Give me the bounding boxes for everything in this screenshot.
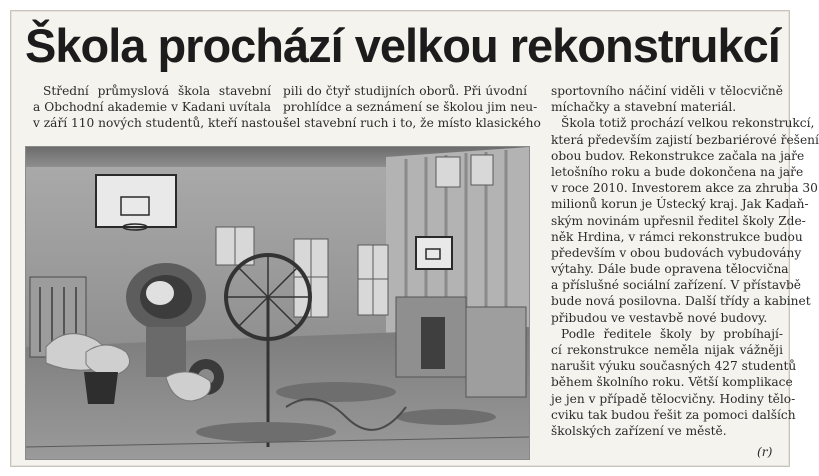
text-line: především v obou budovách vybudovány [551, 245, 802, 260]
text-line: a příslušné sociální zařízení. V přístavbě [551, 278, 802, 293]
text-column-2 [283, 83, 541, 132]
text-line: v roce 2010. Investorem akce za zhruba 30 [551, 181, 818, 196]
text-line: něk Hrdina, v rámci rekonstrukce budou [551, 229, 803, 244]
author-signature: (r) [757, 445, 773, 459]
text-line: pili do čtyř studijních oborů. Při úvodní [283, 84, 527, 98]
text-line: narušit výuku současných 427 studentů [551, 359, 797, 374]
text-line: je jen v případě tělocvičny. Hodiny tělo- [551, 391, 796, 406]
text-line: výtahy. Dále bude opravena tělocvična [551, 262, 789, 277]
text-column-3 [551, 83, 819, 439]
gym-construction-photo [25, 146, 530, 460]
text-line: cviku tak budou řešit za pomoci dalších [551, 407, 796, 422]
text-line: šel stavební ruch i to, že místo klasického [283, 116, 541, 131]
text-line: míchačky a stavební materiál. [551, 100, 737, 115]
text-line: Škola totiž prochází velkou rekonstrukcí, [561, 116, 815, 131]
text-line: letošního roku a bude dokončena na jaře [551, 164, 804, 179]
text-line: která především zajistí bezbariérové řešení [551, 132, 819, 147]
headline: Škola prochází velkou rekonstrukcí [25, 19, 780, 72]
text-line: a Obchodní akademie v Kadani uvítala [33, 100, 271, 115]
text-line: školských zařízení ve městě. [551, 423, 727, 438]
text-line: přibudou ve vestavbě nové budovy. [551, 310, 768, 325]
text-line: Střední průmyslová škola stavební [43, 84, 271, 98]
text-line: prohlídce a seznámení se školou jim neu- [283, 100, 538, 115]
text-line: cí rekonstrukce neměla nijak vážněji [551, 343, 783, 357]
text-line: milionů korun je Ústecký kraj. Jak Kadaň- [551, 197, 809, 212]
text-line: během školního roku. Větší komplikace [551, 375, 793, 390]
newspaper-clipping [10, 10, 819, 467]
text-line: sportovního náčiní viděli v tělocvičně [551, 84, 783, 98]
text-line: obou budov. Rekonstrukce začala na jaře [551, 148, 805, 163]
text-column-1 [33, 83, 287, 132]
text-line: ským novinám upřesnil ředitel školy Zde- [551, 213, 806, 228]
text-line: Podle ředitele školy by probíhají- [561, 326, 783, 341]
text-line: bude nová posilovna. Další třídy a kabinet [551, 294, 811, 309]
text-line: v září 110 nových studentů, kteří nastou- [33, 116, 287, 131]
